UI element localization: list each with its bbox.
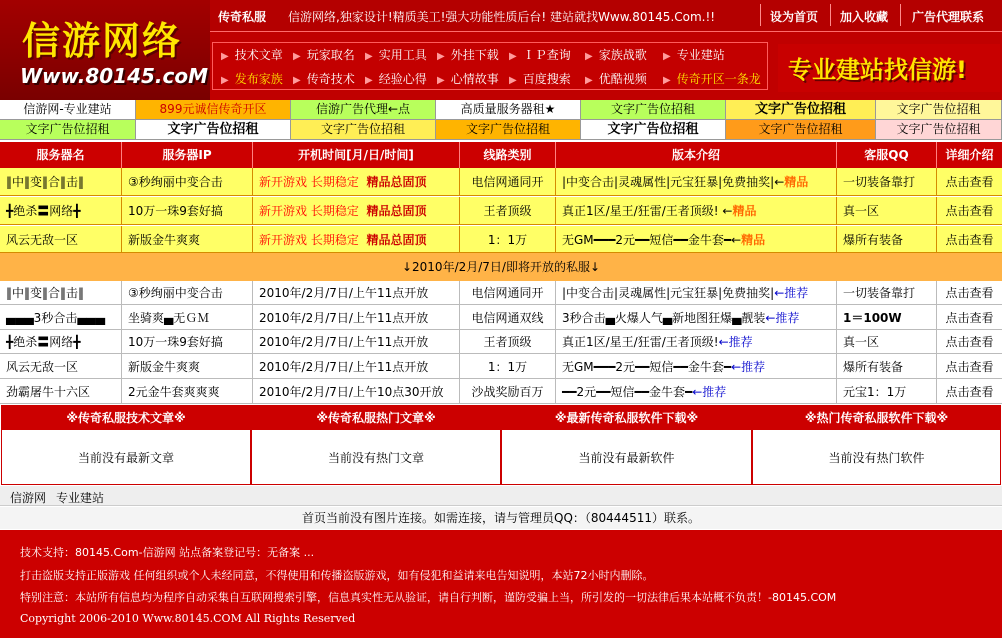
site-footer xyxy=(0,530,1002,638)
friend-links xyxy=(0,486,1002,506)
line-type: 电信网通同开 xyxy=(460,281,556,304)
table-row[interactable] xyxy=(0,281,1002,305)
service-qq: 一切装备靠打 xyxy=(837,281,937,304)
footer-disclaimer: 特别注意：本站所有信息均为程序自动采集自互联网搜索引擎，信息真实性无从验证，请自行判断，谨防受骗上当，所引发的一切法律后果本站概不负责！-80145.COM xyxy=(20,591,837,604)
detail-link[interactable]: 点击查看 xyxy=(945,204,994,218)
service-qq: 1＝100W xyxy=(837,305,937,329)
friend-link[interactable]: 信游网 xyxy=(10,491,47,505)
service-qq: 一切装备靠打 xyxy=(837,168,937,195)
ad-grid xyxy=(0,100,1002,141)
column-header: 服务器名 xyxy=(0,142,122,168)
open-time: 2010年/2月/7日/上午11点开放 xyxy=(253,354,460,378)
line-type: 王者顶级 xyxy=(460,330,556,353)
detail-link[interactable]: 点击查看 xyxy=(945,384,994,399)
hot-software-section xyxy=(752,405,1001,485)
server-name[interactable]: ‖中‖变‖合‖击‖ xyxy=(0,281,122,304)
version-info: 无GM━━━2元━━短信━━金牛套━← 精品 xyxy=(556,226,837,252)
section-body: 当前没有热门文章 xyxy=(327,451,424,465)
column-header: 版本介绍 xyxy=(556,142,837,168)
open-time: 新开游戏 长期稳定 精品总固顶 xyxy=(253,226,460,252)
footer-copyright-notice: 打击盗版支持正版游戏 任何组织或个人未经同意，不得使用和传播盗版游戏，如有侵犯和益请来电告知说明，本站72小时内删除。 xyxy=(20,569,654,582)
nav-item[interactable]: ▶ 传奇开区一条龙 xyxy=(663,72,761,86)
nav-item[interactable]: ▶ 技术文章 xyxy=(221,48,283,62)
table-row[interactable] xyxy=(0,168,1002,196)
service-qq: 爆所有装备 xyxy=(837,226,937,252)
nav-row-2 xyxy=(213,67,769,89)
column-header: 服务器IP xyxy=(122,142,253,168)
nav-item[interactable]: ▶ 经验心得 xyxy=(365,72,427,86)
column-header: 线路类别 xyxy=(460,142,556,168)
nav-item[interactable]: ▶ 外挂下载 xyxy=(437,48,499,62)
line-type: 沙战奖励百万 xyxy=(460,379,556,403)
server-name[interactable]: 风云无敌一区 xyxy=(0,354,122,378)
service-qq: 元宝1：1万 xyxy=(837,379,937,403)
detail-link[interactable]: 点击查看 xyxy=(945,175,994,189)
server-name[interactable]: 风云无敌一区 xyxy=(0,226,122,252)
detail-link[interactable]: 点击查看 xyxy=(945,232,994,247)
version-info: 真正1区/星王/狂雷/王者顶级! ← 精品 xyxy=(556,197,837,224)
arrow-right-icon: ▶ xyxy=(585,75,593,86)
ad-link[interactable]: 文字广告位招租 xyxy=(136,120,291,140)
image-link-notice: 首页当前没有图片连接。如需连接，请与管理员QQ：（80444511）联系。 xyxy=(0,507,1002,529)
arrow-right-icon: ▶ xyxy=(663,75,671,86)
server-name[interactable]: ╋绝杀〓网络╋ xyxy=(0,330,122,353)
nav-item[interactable]: ▶ 专业建站 xyxy=(663,48,725,62)
column-header: 详细介绍 xyxy=(945,148,994,162)
line-type: 电信网通同开 xyxy=(460,168,556,195)
set-homepage-link[interactable]: 设为首页 xyxy=(770,10,819,24)
ad-link[interactable]: 文字广告位招租 xyxy=(581,120,726,140)
detail-link[interactable]: 点击查看 xyxy=(945,359,994,374)
nav-item[interactable]: ▶ 心情故事 xyxy=(437,72,499,86)
ad-link[interactable]: 899元诚信传奇开区 xyxy=(136,100,291,120)
open-time: 新开游戏 长期稳定 精品总固顶 xyxy=(253,197,460,224)
line-type: 电信网通双线 xyxy=(460,305,556,329)
section-title[interactable]: ※最新传奇私服软件下载※ xyxy=(502,406,751,430)
table-row[interactable] xyxy=(0,330,1002,354)
ad-link[interactable]: 文字广告位招租 xyxy=(726,100,876,120)
nav-item[interactable]: ▶ 百度搜索 xyxy=(509,72,571,86)
new-software-section xyxy=(501,405,752,485)
version-info: |中变合击|灵魂属性|元宝狂暴|免费抽奖|← 精品 xyxy=(556,168,837,195)
open-time: 2010年/2月/7日/上午11点开放 xyxy=(253,330,460,353)
ad-link[interactable]: 文字广告位招租 xyxy=(726,120,876,140)
detail-link[interactable]: 点击查看 xyxy=(945,310,994,325)
version-info: ━━2元━━短信━━金牛套━ ←推荐 xyxy=(556,379,837,403)
nav-item[interactable]: ▶ 实用工具 xyxy=(365,48,427,62)
footer-support: 技术支持：80145.Com-信游网 站点备案登记号：无备案 ... xyxy=(20,546,315,559)
version-info: 无GM━━━2元━━短信━━金牛套━ ←推荐 xyxy=(556,354,837,378)
friend-link[interactable]: 专业建站 xyxy=(56,491,105,505)
server-ip: 新版金牛爽爽 xyxy=(122,226,253,252)
nav-item[interactable]: ▶ 发布家族 xyxy=(221,72,283,86)
hot-articles-section xyxy=(251,405,501,485)
detail-link[interactable]: 点击查看 xyxy=(945,286,994,300)
ad-link[interactable]: 高质量服务器租★ xyxy=(436,100,581,120)
arrow-right-icon: ▶ xyxy=(293,51,301,62)
content-sections xyxy=(0,405,1002,485)
announcement-marquee: 信游网络,独家设计!精质美工!强大功能性质后台! 建站就找Www.80145.Com.!! xyxy=(288,10,716,24)
line-type: 1：1万 xyxy=(460,226,556,252)
divider xyxy=(830,4,831,26)
version-info: |中变合击|灵魂属性|元宝狂暴|免费抽奖| ←推荐 xyxy=(556,281,837,304)
ad-link[interactable]: 文字广告位招租 xyxy=(436,120,581,140)
open-time: 2010年/2月/7日/上午11点开放 xyxy=(253,281,460,304)
site-header xyxy=(0,0,1002,100)
server-ip: ③秒绚丽中变合击 xyxy=(122,281,253,304)
service-qq: 爆所有装备 xyxy=(837,354,937,378)
nav-item[interactable]: ▶ 优酷视频 xyxy=(585,72,647,86)
open-time: 新开游戏 长期稳定 精品总固顶 xyxy=(253,168,460,195)
logo-url: Www.80145.coM xyxy=(20,64,209,88)
ad-link[interactable]: 文字广告位招租 xyxy=(876,100,1002,120)
open-time: 2010年/2月/7日/上午11点开放 xyxy=(253,305,460,329)
section-title[interactable]: ※热门传奇私服软件下载※ xyxy=(753,406,1000,430)
column-header: 开机时间[月/日/时间] xyxy=(253,142,460,168)
arrow-right-icon: ▶ xyxy=(585,51,593,62)
ad-link[interactable]: 文字广告位招租 xyxy=(291,120,436,140)
logo-text: 信游网络 xyxy=(22,19,183,63)
server-name[interactable]: ‖中‖变‖合‖击‖ xyxy=(0,168,122,195)
arrow-right-icon: ▶ xyxy=(509,51,517,62)
top-bar xyxy=(210,0,1002,32)
detail-link[interactable]: 点击查看 xyxy=(945,335,994,349)
section-body: 当前没有最新文章 xyxy=(77,451,174,465)
server-table-header xyxy=(0,142,1002,168)
arrow-right-icon: ▶ xyxy=(221,51,229,62)
service-qq: 真一区 xyxy=(837,330,937,353)
add-favorite-link[interactable]: 加入收藏 xyxy=(840,10,889,24)
site-logo[interactable] xyxy=(0,0,210,100)
table-row[interactable] xyxy=(0,379,1002,404)
arrow-right-icon: ▶ xyxy=(365,51,373,62)
service-qq: 真一区 xyxy=(837,197,937,224)
server-ip: 10万一珠9套好搞 xyxy=(122,197,253,224)
version-info: 真正1区/星王/狂雷/王者顶级! ←推荐 xyxy=(556,330,837,353)
table-row[interactable] xyxy=(0,197,1002,225)
server-name[interactable]: ▄▄▄3秒合击▄▄▄ xyxy=(0,305,122,329)
server-ip: 坐骑爽▄无ＧＭ xyxy=(122,305,253,329)
nav-item[interactable]: ▶ 传奇技术 xyxy=(293,72,355,86)
divider xyxy=(900,4,901,26)
arrow-right-icon: ▶ xyxy=(293,75,301,86)
slogan-banner[interactable] xyxy=(778,44,1000,92)
ad-link[interactable]: 文字广告位招租 xyxy=(0,120,136,140)
table-row[interactable] xyxy=(0,305,1002,330)
nav-item[interactable]: ▶ ＩＰ查询 xyxy=(509,48,571,62)
ad-link[interactable]: 文字广告位招租 xyxy=(876,120,1002,140)
nav-row-1 xyxy=(213,43,769,65)
version-info: 3秒合击▄火爆人气▄新地图狂爆▄靓装 ←推荐 xyxy=(556,305,837,329)
section-title[interactable]: ※传奇私服热门文章※ xyxy=(252,406,500,430)
line-type: 王者顶级 xyxy=(460,197,556,224)
table-row[interactable] xyxy=(0,226,1002,253)
footer-copyright: Copyright 2006-2010 Www.80145.COM All Rights Reserved xyxy=(20,612,356,625)
nav-item[interactable]: ▶ 家族战歌 xyxy=(585,48,647,62)
server-ip: 新版金牛爽爽 xyxy=(122,354,253,378)
upcoming-servers-divider: ↓2010年/2月/7日/即将开放的私服↓ xyxy=(0,253,1002,281)
ad-link[interactable]: 文字广告位招租 xyxy=(581,100,726,120)
server-ip: 2元金牛套爽爽爽 xyxy=(122,379,253,403)
divider xyxy=(760,4,761,26)
line-type: 1：1万 xyxy=(460,354,556,378)
ad-agent-contact-link[interactable]: 广告代理联系 xyxy=(912,10,985,24)
server-name[interactable]: 劲霸屠牛十六区 xyxy=(0,379,122,403)
table-row[interactable] xyxy=(0,354,1002,379)
arrow-right-icon: ▶ xyxy=(221,75,229,86)
arrow-right-icon: ▶ xyxy=(365,75,373,86)
arrow-right-icon: ▶ xyxy=(663,51,671,62)
arrow-right-icon: ▶ xyxy=(509,75,517,86)
server-ip: 10万一珠9套好搞 xyxy=(122,330,253,353)
brand-label: 传奇私服 xyxy=(218,10,267,24)
section-body: 当前没有最新软件 xyxy=(578,451,675,465)
nav-item[interactable]: ▶ 玩家取名 xyxy=(293,48,355,62)
section-body: 当前没有热门软件 xyxy=(828,451,925,465)
slogan-text: 专业建站找信游! xyxy=(788,56,967,84)
arrow-right-icon: ▶ xyxy=(437,51,445,62)
ad-link[interactable]: 信游网-专业建站 xyxy=(0,100,136,120)
server-name[interactable]: ╋绝杀〓网络╋ xyxy=(0,197,122,224)
column-header: 客服QQ xyxy=(837,142,937,168)
section-title[interactable]: ※传奇私服技术文章※ xyxy=(2,406,250,430)
server-ip: ③秒绚丽中变合击 xyxy=(122,168,253,195)
tech-articles-section xyxy=(1,405,251,485)
arrow-right-icon: ▶ xyxy=(437,75,445,86)
ad-link[interactable]: 信游广告代理←点 xyxy=(291,100,436,120)
open-time: 2010年/2月/7日/上午10点30开放 xyxy=(253,379,460,403)
main-nav xyxy=(212,42,768,90)
